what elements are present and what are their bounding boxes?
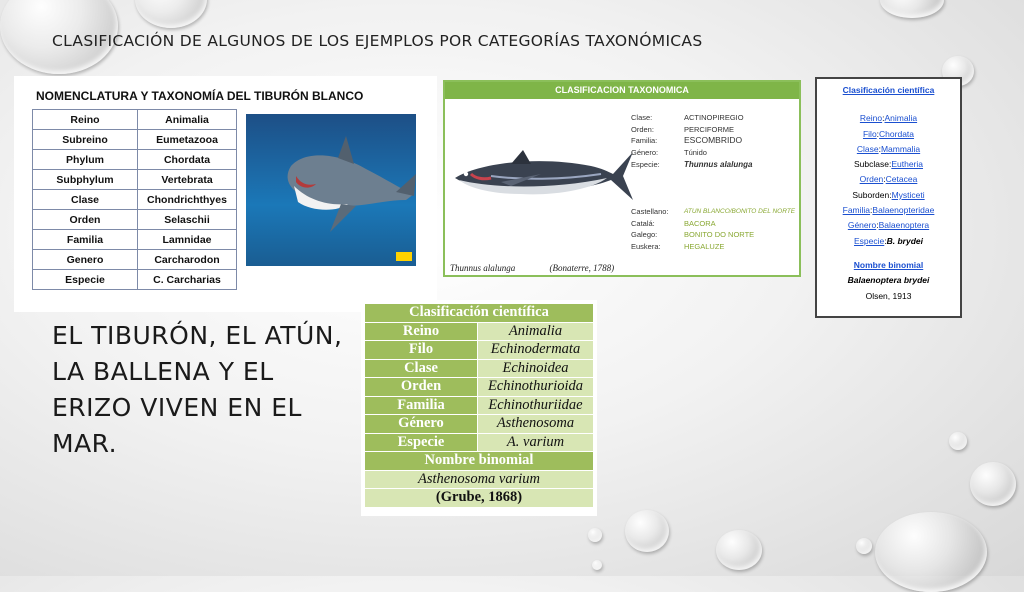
urchin-rank: Especie [365,434,477,452]
shark-rank: Familia [33,230,138,250]
tuna-key: Orden: [631,124,654,134]
urchin-row [365,397,593,415]
tuna-language: Galego: [631,230,658,240]
whale-separator: : [876,128,880,139]
whale-value[interactable]: Cetacea [885,174,918,185]
tuna-illustration [451,144,637,206]
whale-value[interactable]: Mysticeti [891,189,925,200]
whale-value[interactable]: Mammalia [880,143,921,154]
whale-row [817,157,960,172]
urchin-value: Asthenosoma [478,415,593,433]
shark-value: Carcharodon [138,250,237,270]
shark-rank: Reino [33,110,138,130]
shark-value: Animalia [138,110,237,130]
whale-title[interactable]: Clasificación científica [842,85,935,95]
whale-separator: : [882,113,885,124]
tuna-key: Clase: [631,113,653,122]
whale-row [817,234,960,249]
whale-separator: : [884,235,887,246]
shark-value: Chordata [138,150,237,170]
shark-table-row [33,170,237,190]
tuna-classification [631,112,752,170]
tuna-row [631,147,752,159]
tuna-common-name: BONITO DO NORTE [684,230,755,240]
tuna-row [631,159,752,171]
whale-binomial-title[interactable]: Nombre binomial [853,259,924,270]
whale-value[interactable]: Chordata [879,128,915,139]
water-drop [875,512,987,592]
whale-rank[interactable]: Especie [854,235,885,246]
whale-rank[interactable]: Orden [859,174,884,185]
urchin-row [365,434,593,452]
shark-value: Vertebrata [138,170,237,190]
tuna-value: Thunnus alalunga [684,159,753,169]
whale-value[interactable]: Eutheria [891,159,923,170]
urchin-author-row [365,489,593,507]
whale-row [817,188,960,203]
shark-table-row [33,110,237,130]
whale-value[interactable]: Balaenoptera [878,220,930,231]
tuna-name-row [631,229,795,241]
whale-row [817,203,960,218]
whale-separator: : [888,159,892,170]
urchin-rank: Orden [365,378,477,396]
tuna-common-names [631,206,795,253]
shark-value: Eumetazooa [138,130,237,150]
shark-table-row [33,210,237,230]
tuna-language: Castellano: [631,207,669,216]
shark-table-row [33,230,237,250]
shark-table-row [33,130,237,150]
urchin-row [365,341,593,359]
urchin-rank: Reino [365,323,477,341]
water-drop [970,462,1016,506]
tuna-row [631,112,752,124]
shark-value: Selaschii [138,210,237,230]
tuna-row [631,135,752,147]
water-drop [625,510,669,552]
urchin-taxonomy-panel [361,300,597,516]
urchin-author: (Grube, 1868) [365,489,593,507]
urchin-taxonomy-table [364,303,594,508]
water-drop [949,432,967,450]
urchin-value: Animalia [478,323,593,341]
water-drop [880,0,944,18]
urchin-binomial-row [365,471,593,489]
shark-photo [246,114,416,266]
urchin-value: Echinothurioida [478,378,593,396]
tuna-key: Familia: [631,136,658,146]
shark-rank: Clase [33,190,138,210]
urchin-binomial: Asthenosoma varium [365,471,593,489]
whale-rank[interactable]: Filo [862,128,877,139]
shark-value: Lamnidae [138,230,237,250]
urchin-row [365,415,593,433]
whale-row [817,142,960,157]
whale-rank[interactable]: Familia [842,205,871,216]
shark-rank: Especie [33,270,138,290]
shark-rank: Phylum [33,150,138,170]
water-drop [588,528,602,542]
whale-separator: : [876,220,879,231]
shark-rank: Subphylum [33,170,138,190]
urchin-value: Echinothuriidae [478,397,593,415]
tuna-value: PERCIFORME [684,124,735,134]
whale-rank[interactable]: Género [847,220,877,231]
shark-taxonomy-table [32,109,237,290]
tuna-header: CLASIFICACION TAXONOMICA [445,82,799,99]
tuna-row [631,124,752,136]
shark-taxonomy-panel [14,76,437,312]
urchin-row [365,360,593,378]
urchin-title: Clasificación científica [365,304,593,322]
whale-rank: Suborden [852,189,890,200]
tuna-language: Catalá: [631,218,655,228]
tuna-key: Especie: [631,159,660,169]
water-drop [135,0,207,28]
urchin-rank: Familia [365,397,477,415]
shark-table-row [33,190,237,210]
tuna-key: Género: [631,148,659,158]
urchin-value: Echinodermata [478,341,593,359]
tuna-common-name: ATUN BLANCO/BONITO DEL NORTE [684,208,796,215]
tuna-caption [450,263,614,273]
whale-separator: : [878,143,881,154]
tuna-value: Túnido [684,148,707,158]
shark-value: C. Carcharias [138,270,237,290]
water-drop [856,538,872,554]
urchin-rank: Clase [365,360,477,378]
whale-separator: : [883,174,886,185]
shark-table-row [33,250,237,270]
shark-rank: Genero [33,250,138,270]
tuna-language: Euskera: [631,242,661,252]
urchin-row [365,378,593,396]
tuna-name-row [631,241,795,253]
whale-row [817,111,960,126]
shark-rank: Orden [33,210,138,230]
whale-row [817,172,960,187]
water-drop [716,530,762,570]
tuna-value: ACTINOPIREGIO [684,113,744,122]
whale-row [817,127,960,142]
whale-value: B. brydei [886,235,923,246]
whale-author: Olsen, 1913 [865,290,912,301]
whale-taxonomy-panel [815,77,962,318]
whale-row [817,218,960,233]
shark-table-row [33,150,237,170]
whale-value[interactable]: Animalia [884,113,918,124]
whale-rank: Subclase [853,159,889,170]
tuna-common-name: HEGALUZE [684,242,725,252]
tuna-common-name: BACORA [684,218,716,228]
urchin-value: Echinoidea [478,360,593,378]
urchin-value: A. varium [478,434,593,452]
urchin-binomial-title-row [365,452,593,470]
urchin-binomial-title: Nombre binomial [365,452,593,470]
whale-rank[interactable]: Clase [856,143,879,154]
whale-separator: : [870,205,873,216]
tuna-caption-author: (Bonaterre, 1788) [549,263,615,273]
whale-binomial: Balaenoptera brydei [847,275,930,286]
shark-value: Chondrichthyes [138,190,237,210]
tuna-caption-species: Thunnus alalunga [450,263,516,273]
tuna-name-row [631,218,795,230]
slide-title: CLASIFICACIÓN DE ALGUNOS DE LOS EJEMPLOS POR CATEGORÍAS TAXONÓMICAS [52,32,703,50]
slide-body-text: EL TIBURÓN, EL ATÚN, LA BALLENA Y EL ERIZO VIVEN EN EL MAR. [52,321,343,458]
whale-separator: : [889,189,892,200]
shark-rank: Subreino [33,130,138,150]
urchin-row [365,323,593,341]
water-drop [592,560,602,570]
shark-table-row [33,270,237,290]
urchin-rank: Filo [365,341,477,359]
urchin-rank: Género [365,415,477,433]
shark-table-title: NOMENCLATURA Y TAXONOMÍA DEL TIBURÓN BLANCO [36,89,364,103]
whale-value[interactable]: Balaenopteridae [872,205,935,216]
tuna-value: ESCOMBRIDO [684,135,743,146]
whale-rank[interactable]: Reino [859,113,883,124]
tuna-taxonomy-panel [443,80,801,277]
tuna-name-row [631,206,795,218]
